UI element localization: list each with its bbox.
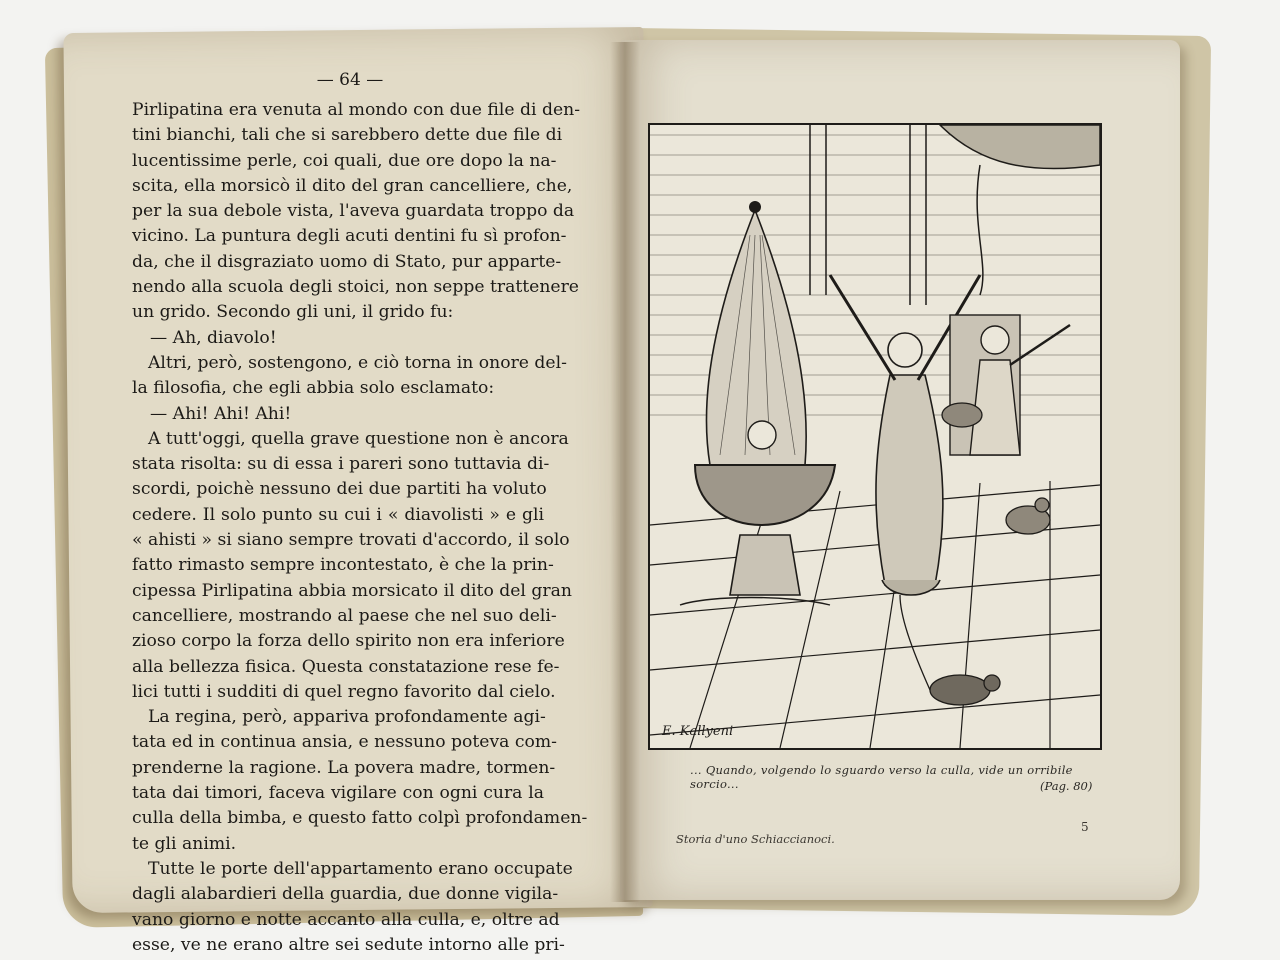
text-line: lici tutti i sudditi di quel regno favorito dal cielo. xyxy=(132,681,556,702)
illustration-engraving xyxy=(650,125,1100,748)
text-line: te gli animi. xyxy=(132,833,237,854)
text-line: fatto rimasto sempre incontestato, è che la prin- xyxy=(132,555,554,576)
text-line: cipessa Pirlipatina abbia morsicato il dito del gran xyxy=(132,580,572,601)
text-line: per la sua debole vista, l'aveva guardata troppo da xyxy=(132,201,575,222)
text-line: — Ahi! Ahi! Ahi! xyxy=(150,403,292,424)
body-text xyxy=(132,98,588,958)
text-line: tata dai timori, faceva vigilare con ogni cura la xyxy=(132,783,544,804)
footer-signature-mark: 5 xyxy=(1081,820,1089,834)
text-line: La regina, però, appariva profondamente agi- xyxy=(148,707,546,728)
text-line: tata ed in continua ansia, e nessuno poteva com- xyxy=(132,732,557,753)
text-line: tini bianchi, tali che si sarebbero dette due file di xyxy=(132,125,563,146)
book-spine xyxy=(610,42,640,902)
text-line: stata risolta: su di essa i pareri sono tuttavia di- xyxy=(132,454,550,475)
text-line: la filosofia, che egli abbia solo esclamato: xyxy=(132,378,495,399)
text-line: Pirlipatina era venuta al mondo con due file di den- xyxy=(132,100,580,120)
text-line: culla della bimba, e questo fatto colpì profondamen- xyxy=(132,808,588,829)
text-line: — Ah, diavolo! xyxy=(150,327,277,348)
text-line: vano giorno e notte accanto alla culla, e, oltre ad xyxy=(132,909,560,930)
text-line: Tutte le porte dell'appartamento erano occupate xyxy=(148,858,573,879)
rug-edge xyxy=(680,598,830,606)
text-line: zioso corpo la forza dello spirito non era inferiore xyxy=(132,631,565,652)
footer-book-title: Storia d'uno Schiaccianoci. xyxy=(676,832,835,846)
text-line: un grido. Secondo gli uni, il grido fu: xyxy=(132,302,454,323)
text-line: scita, ella morsicò il dito del gran cancelliere, che, xyxy=(132,175,573,196)
text-line: Altri, però, sostengono, e ciò torna in onore del- xyxy=(148,352,567,373)
illustration-caption: ... Quando, volgendo lo sguardo verso la culla, vide un orribile sorcio... xyxy=(690,763,1073,791)
illustration-signature: E. Kallyeni xyxy=(662,724,734,739)
text-line: « ahisti » si siano sempre trovati d'accordo, il solo xyxy=(132,530,570,551)
caption-page-reference: (Pag. 80) xyxy=(1040,779,1093,793)
text-line: cancelliere, mostrando al paese che nel suo deli- xyxy=(132,605,557,626)
illustration-plate xyxy=(648,123,1102,750)
cradle-stand xyxy=(730,535,800,595)
cradle-basin xyxy=(695,465,835,525)
text-line: lucentissime perle, coi quali, due ore dopo la na- xyxy=(132,150,557,171)
text-line: A tutt'oggi, quella grave questione non è ancora xyxy=(148,428,569,449)
curtain xyxy=(940,125,1100,169)
text-line: dagli alabardieri della guardia, due donne vigila- xyxy=(132,884,559,905)
baby-face xyxy=(748,421,776,449)
text-line: cedere. Il solo punto su cui i « diavolisti » e gli xyxy=(132,504,544,525)
text-line: da, che il disgraziato uomo di Stato, pur apparte- xyxy=(132,251,562,272)
text-line: nendo alla scuola degli stoici, non seppe trattenere xyxy=(132,277,579,298)
text-line: esse, ve ne erano altre sei sedute intorno alle pri- xyxy=(132,934,565,955)
canopy-finial xyxy=(749,201,761,213)
text-line: scordi, poichè nessuno dei due partiti ha voluto xyxy=(132,479,547,500)
text-line: alla bellezza fisica. Questa constatazione rese fe- xyxy=(132,656,560,677)
text-line: prenderne la ragione. La povera madre, tormen- xyxy=(132,757,556,778)
seated-figure xyxy=(950,315,1070,455)
text-line: vicino. La puntura degli acuti dentini fu sì profon- xyxy=(132,226,567,247)
mouse xyxy=(900,595,1000,705)
page-number: — 64 — xyxy=(316,70,384,90)
